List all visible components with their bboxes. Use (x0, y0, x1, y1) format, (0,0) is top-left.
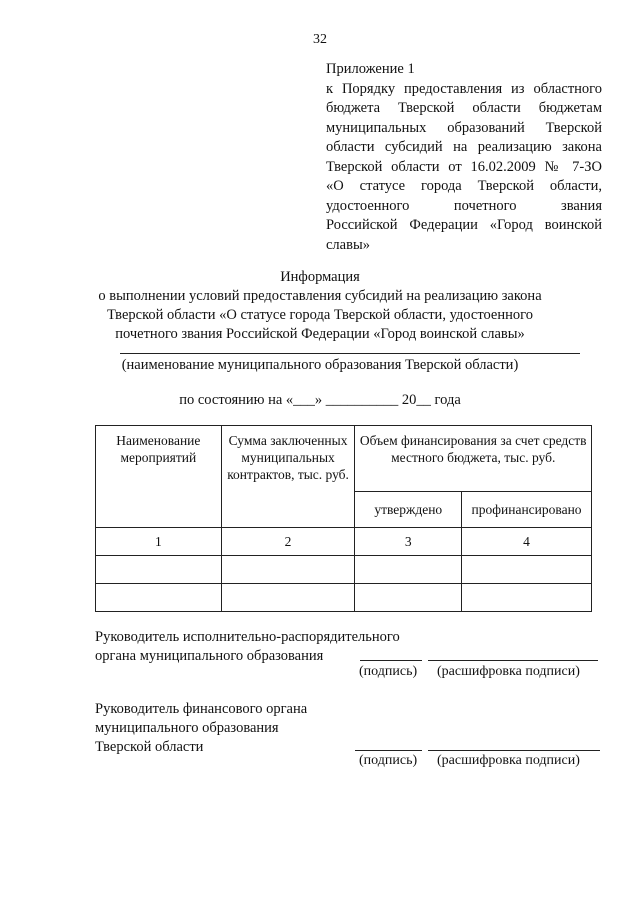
table-cell (221, 556, 355, 584)
table-cell (221, 584, 355, 612)
appendix-block (326, 60, 602, 255)
appendix-line: «О статусе города Тверской области, (326, 178, 602, 194)
signatory-line: органа муниципального образования (95, 648, 324, 664)
signature-block-executive (95, 628, 400, 666)
decoding-caption: (расшифровка подписи) (437, 664, 580, 679)
signature-caption: (подпись) (359, 753, 418, 768)
header-events: Наименование мероприятий (96, 426, 222, 528)
signature-line (355, 750, 422, 751)
appendix-line: удостоенного почетного звания (326, 197, 602, 214)
table-cell (96, 556, 222, 584)
appendix-line: бюджета Тверской области бюджетам (326, 100, 602, 116)
appendix-line: области субсидий на реализацию закона (326, 139, 602, 155)
appendix-line: Российской Федерации «Город воинской (326, 217, 602, 233)
signatory-line: муниципального образования (95, 720, 279, 736)
appendix-line: муниципальных образований Тверской (326, 119, 602, 136)
heading-title: Информация (280, 269, 360, 285)
appendix-line: славы» (326, 236, 370, 253)
appendix-line: к Порядку предоставления из областного (326, 80, 602, 97)
date-line: по состоянию на «___» __________ 20__ года (179, 392, 461, 408)
decoding-line (428, 660, 598, 661)
signature-caption: (подпись) (359, 664, 418, 679)
header-funding: Объем финансирования за счет средств местного бюджета, тыс. руб. (355, 426, 592, 492)
table-row (96, 584, 592, 612)
signatory-line: Руководитель исполнительно-распорядительного (95, 629, 400, 645)
signature-line (360, 660, 422, 661)
signature-block-finance (95, 700, 307, 757)
column-number: 2 (221, 528, 355, 556)
table-cell (462, 584, 592, 612)
decoding-caption: (расшифровка подписи) (437, 753, 580, 768)
table-cell (96, 584, 222, 612)
appendix-line: Тверской области от 16.02.2009 № 7-ЗО (326, 158, 602, 175)
page-number: 32 (313, 32, 327, 47)
appendix-title: Приложение 1 (326, 61, 415, 77)
table-cell (462, 556, 592, 584)
signatory-line: Руководитель финансового органа (95, 701, 308, 717)
report-table (95, 425, 592, 612)
signatory-line: Тверской области (95, 739, 204, 755)
municipality-name-line (120, 353, 580, 354)
table-cell (355, 556, 462, 584)
decoding-line (428, 750, 600, 751)
table-cell (355, 584, 462, 612)
municipality-caption: (наименование муниципального образования Тверской области) (121, 357, 519, 373)
heading-line: о выполнении условий предоставления субсидий на реализацию закона (98, 288, 542, 304)
column-number: 3 (355, 528, 462, 556)
header-financed: профинансировано (462, 492, 592, 528)
column-number: 4 (462, 528, 592, 556)
header-contracts: Сумма заключенных муниципальных контрактов, тыс. руб. (221, 426, 355, 528)
heading-line: почетного звания Российской Федерации «Город воинской славы» (115, 326, 525, 342)
table-row (96, 556, 592, 584)
column-number: 1 (96, 528, 222, 556)
heading-line: Тверской области «О статусе города Тверской области, удостоенного (107, 307, 533, 323)
document-heading (60, 268, 580, 344)
header-approved: утверждено (355, 492, 462, 528)
